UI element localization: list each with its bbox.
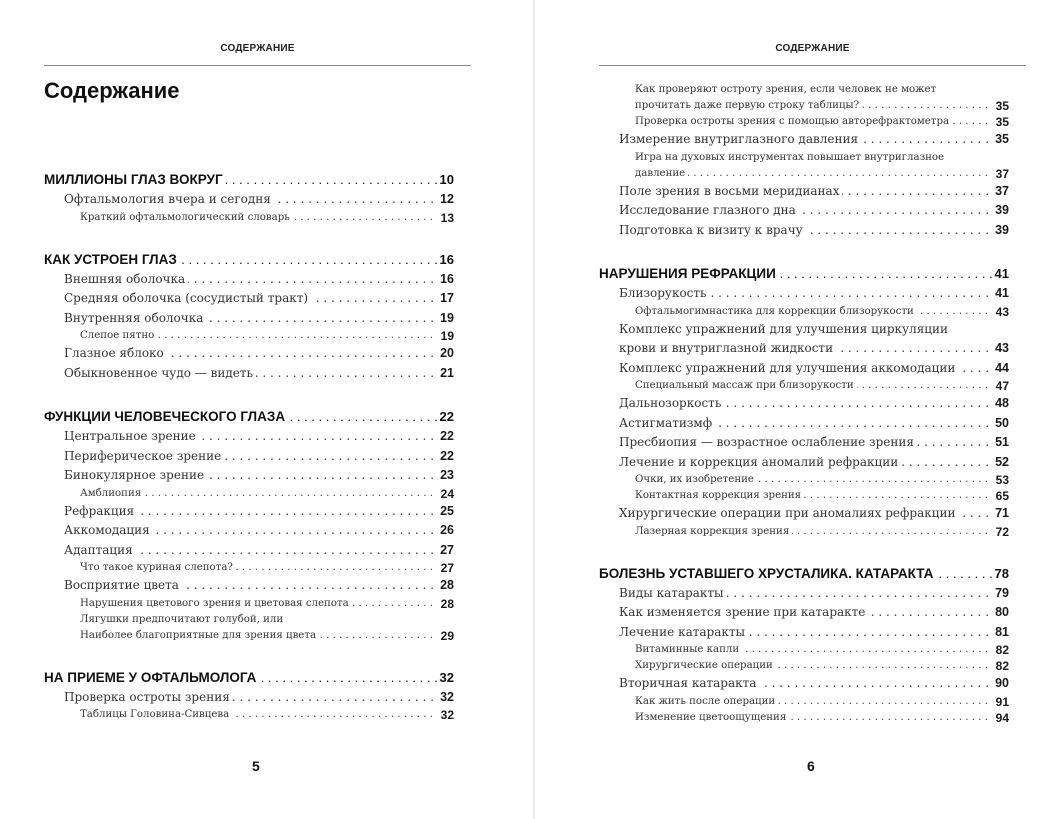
dot-leader: [64, 344, 438, 364]
toc-entry-label: МИЛЛИОНЫ ГЛАЗ ВОКРУГ: [44, 172, 226, 187]
dot-leader: [80, 560, 436, 576]
dot-leader: [64, 541, 438, 561]
dot-leader: [635, 694, 991, 710]
toc-page-number: 39: [993, 221, 1009, 241]
toc-entry[interactable]: [599, 674, 1009, 694]
toc-entry-label: НА ПРИЕМЕ У ОФТАЛЬМОЛОГА: [44, 670, 259, 685]
toc-entry[interactable]: [44, 344, 454, 364]
toc-entry-label: Лечение и коррекция аномалий рефракции: [619, 455, 901, 469]
toc-page-number: 79: [993, 584, 1009, 604]
dot-leader: [635, 524, 991, 540]
toc-entry[interactable]: [44, 270, 454, 290]
dot-leader: [619, 182, 993, 202]
section-spacer: [599, 540, 1009, 564]
dot-leader: [64, 289, 438, 309]
toc-entry-label: Глазное яблоко: [64, 346, 167, 360]
dot-leader: [64, 521, 438, 541]
toc-entry[interactable]: [599, 320, 1009, 359]
toc-page-number: 22: [438, 427, 454, 447]
toc-entry[interactable]: [599, 414, 1009, 434]
page-number: 5: [252, 758, 260, 774]
toc-entry-label: Лазерная коррекция зрения: [635, 526, 792, 537]
toc-entry-label: Аккомодация: [64, 523, 153, 537]
toc-page-number: 10: [438, 170, 454, 190]
toc-entry-label: Слепое пятно: [80, 330, 157, 341]
toc-subentry[interactable]: [599, 488, 1009, 504]
dot-leader: [619, 623, 993, 643]
toc-page-number: 29: [436, 628, 454, 644]
header-rule: [44, 65, 471, 66]
section-spacer: [44, 383, 454, 407]
toc-page-number: 43: [991, 304, 1009, 320]
toc-entry-label: прочитать даже первую строку таблицы?: [635, 100, 862, 111]
toc-page-number: 32: [436, 707, 454, 723]
dot-leader: [619, 394, 993, 414]
dot-leader: [64, 502, 438, 522]
toc-page-number: 71: [993, 504, 1009, 524]
dot-leader: [64, 576, 438, 596]
dot-leader: [80, 628, 436, 644]
dot-leader: [64, 190, 438, 210]
dot-leader: [619, 284, 993, 304]
toc-entry[interactable]: [599, 504, 1009, 524]
toc-entry-label: Хирургические операции при аномалиях рефракции: [619, 506, 958, 520]
toc-page-number: 19: [438, 309, 454, 329]
dot-leader: [635, 98, 991, 114]
dot-leader: [619, 414, 993, 434]
toc-page-number: 25: [438, 502, 454, 522]
toc-chapter[interactable]: [44, 407, 454, 427]
toc-entry[interactable]: [599, 623, 1009, 643]
dot-leader: [619, 433, 993, 453]
dot-leader: [64, 447, 438, 467]
toc-page-number: 65: [991, 488, 1009, 504]
toc-subentry[interactable]: [599, 378, 1009, 394]
toc-entry[interactable]: [44, 521, 454, 541]
dot-leader: [619, 453, 993, 473]
toc-entry[interactable]: [44, 364, 454, 384]
dot-leader: [80, 210, 436, 226]
toc-subentry[interactable]: [599, 524, 1009, 540]
toc-page-number: 32: [438, 688, 454, 708]
toc-subentry[interactable]: [44, 612, 454, 644]
toc-page-number: 19: [436, 328, 454, 344]
dot-leader: [619, 201, 993, 221]
toc-entry-label: Витаминные капли: [635, 644, 742, 655]
toc-subentry[interactable]: [44, 560, 454, 576]
toc-entry-label: Подготовка к визиту к врачу: [619, 223, 806, 237]
toc-page-number: 80: [993, 603, 1009, 623]
toc-entry[interactable]: [599, 584, 1009, 604]
toc-page-number: 21: [438, 364, 454, 384]
toc-entry[interactable]: [599, 130, 1009, 150]
toc-entry-label: Комплекс упражнений для улучшения аккомодации: [619, 361, 958, 375]
toc-entry-label: Хирургические операции: [635, 660, 776, 671]
dot-leader: [44, 407, 438, 427]
toc-entry[interactable]: [44, 289, 454, 309]
dot-leader: [44, 170, 438, 190]
toc-page-number: 16: [438, 270, 454, 290]
dot-leader: [635, 472, 991, 488]
toc-entry[interactable]: [44, 502, 454, 522]
toc-page-number: 13: [436, 210, 454, 226]
toc-entry-label: Офтальмология вчера и сегодня: [64, 192, 274, 206]
right-page: [534, 0, 1064, 819]
toc-page-number: 82: [991, 642, 1009, 658]
toc-entry-label: Астигматизмф: [619, 416, 715, 430]
toc-entry-label: Наиболее благоприятные для зрения цвета: [80, 630, 319, 641]
header-rule: [599, 65, 1026, 66]
toc-entry-label: Виды катаракты: [619, 586, 727, 600]
dot-leader: [80, 707, 436, 723]
section-spacer: [44, 644, 454, 668]
toc-entry[interactable]: [44, 190, 454, 210]
toc-entry[interactable]: [599, 394, 1009, 414]
dot-leader: [64, 270, 438, 290]
toc-entry-label: Измерение внутриглазного давления: [619, 132, 861, 146]
toc-page-number: 27: [438, 541, 454, 561]
toc-subentry[interactable]: [599, 642, 1009, 658]
toc-entry-label: Близорукость: [619, 286, 710, 300]
toc-subentry[interactable]: [44, 486, 454, 502]
toc-entry-label: Дальнозоркость: [619, 396, 724, 410]
toc-entry-label: Центральное зрение: [64, 429, 199, 443]
dot-leader: [635, 166, 991, 182]
toc-entry-label: Нарушения цветового зрения и цветовая слепота: [80, 598, 352, 609]
toc-entry-label: крови и внутриглазной жидкости: [619, 341, 836, 355]
dot-leader: [44, 668, 438, 688]
dot-leader: [635, 488, 991, 504]
toc-page-number: 82: [991, 658, 1009, 674]
toc-entry-label: Обыкновенное чудо — видеть: [64, 366, 256, 380]
toc-entry[interactable]: [599, 284, 1009, 304]
toc-page-number: 43: [993, 339, 1009, 359]
toc-entry-label: БОЛЕЗНЬ УСТАВШЕГО ХРУСТАЛИКА. КАТАРАКТА: [599, 566, 936, 581]
dot-leader: [619, 504, 993, 524]
toc-page-number: 91: [991, 694, 1009, 710]
toc-entry-label: Внутренняя оболочка: [64, 311, 206, 325]
toc-entry-label: Амблиопия: [80, 488, 144, 499]
toc-entry-label: Контактная коррекция зрения: [635, 490, 804, 501]
toc-page-number: 28: [436, 596, 454, 612]
toc-entry-label: Изменение цветоощущения: [635, 712, 789, 723]
toc-subentry[interactable]: [599, 304, 1009, 320]
toc-chapter[interactable]: [599, 564, 1009, 584]
toc-entry-label: Проверка остроты зрения с помощью авторефрактометра: [635, 116, 952, 127]
dot-leader: [619, 221, 993, 241]
toc-entry-label: Что такое куриная слепота?: [80, 562, 236, 573]
toc-entry-label: ФУНКЦИИ ЧЕЛОВЕЧЕСКОГО ГЛАЗА: [44, 409, 288, 424]
toc-page-number: 41: [993, 284, 1009, 304]
toc-entry[interactable]: [44, 427, 454, 447]
toc-subentry[interactable]: [599, 82, 1009, 114]
toc-page-number: 22: [438, 447, 454, 467]
toc-page-number: 78: [993, 564, 1009, 584]
toc-page-number: 37: [991, 166, 1009, 182]
toc-entry-label: Рефракция: [64, 504, 137, 518]
toc-entry-label: Поле зрения в восьми меридианах: [619, 184, 842, 198]
dot-leader: [80, 328, 436, 344]
toc-entry-label: Таблицы Головина-Сивцева: [80, 709, 232, 720]
toc-page-number: 94: [991, 710, 1009, 726]
toc-chapter[interactable]: [599, 264, 1009, 284]
toc-page-number: 26: [438, 521, 454, 541]
toc-entry-label: Пресбиопия — возрастное ослабление зрения: [619, 435, 917, 449]
toc-entry[interactable]: [44, 576, 454, 596]
running-head: СОДЕРЖАНИЕ: [775, 43, 850, 54]
toc-entry[interactable]: [599, 603, 1009, 623]
dot-leader: [619, 359, 993, 379]
dot-leader: [619, 584, 993, 604]
toc-entry[interactable]: [599, 433, 1009, 453]
toc-subentry[interactable]: [599, 710, 1009, 726]
page-number: 6: [807, 758, 815, 774]
section-spacer: [599, 240, 1009, 264]
toc-entry[interactable]: [44, 541, 454, 561]
toc-entry-label: Бинокулярное зрение: [64, 468, 207, 482]
dot-leader: [64, 688, 438, 708]
toc-entry-label: Как изменяется зрение при катаракте: [619, 605, 868, 619]
toc-page-number: 52: [993, 453, 1009, 473]
toc-page-number: 50: [993, 414, 1009, 434]
toc-page-number: 16: [438, 250, 454, 270]
toc-subentry[interactable]: [44, 596, 454, 612]
toc-page-number: 51: [993, 433, 1009, 453]
dot-leader: [599, 264, 993, 284]
toc-page-number: 72: [991, 524, 1009, 540]
dot-leader: [635, 304, 991, 320]
table-of-contents-left: [44, 170, 454, 723]
toc-page-number: 22: [438, 407, 454, 427]
toc-entry-label: Средняя оболочка (сосудистый тракт): [64, 291, 311, 305]
toc-page-number: 20: [438, 344, 454, 364]
toc-page-number: 32: [438, 668, 454, 688]
toc-entry-label: Проверка остроты зрения: [64, 690, 233, 704]
toc-entry-label: Лечение катаракты: [619, 625, 748, 639]
dot-leader: [64, 364, 438, 384]
dot-leader: [635, 642, 991, 658]
dot-leader: [64, 427, 438, 447]
toc-page-number: 90: [993, 674, 1009, 694]
toc-page-number: 53: [991, 472, 1009, 488]
toc-subentry[interactable]: [599, 658, 1009, 674]
toc-entry-label-line1: Лягушки предпочитают голубой, или: [80, 613, 284, 625]
table-of-contents-right: [599, 82, 1009, 726]
toc-page-number: 35: [993, 130, 1009, 150]
toc-page-number: 39: [993, 201, 1009, 221]
toc-entry[interactable]: [44, 688, 454, 708]
toc-entry-label: КАК УСТРОЕН ГЛАЗ: [44, 252, 180, 267]
toc-entry[interactable]: [599, 182, 1009, 202]
toc-page-number: 24: [436, 486, 454, 502]
dot-leader: [619, 603, 993, 623]
dot-leader: [64, 466, 438, 486]
dot-leader: [599, 564, 993, 584]
toc-page-number: 81: [993, 623, 1009, 643]
toc-chapter[interactable]: [44, 668, 454, 688]
toc-entry[interactable]: [44, 466, 454, 486]
toc-entry-label: Офтальмогимнастика для коррекции близорукости: [635, 306, 917, 317]
toc-entry-label-line1: Как проверяют остроту зрения, если человек не может: [635, 84, 937, 95]
toc-page-number: 44: [993, 359, 1009, 379]
dot-leader: [635, 378, 991, 394]
toc-entry[interactable]: [599, 359, 1009, 379]
toc-page-number: 27: [436, 560, 454, 576]
toc-page-number: 48: [993, 394, 1009, 414]
dot-leader: [80, 486, 436, 502]
toc-page-number: 23: [438, 466, 454, 486]
toc-subentry[interactable]: [599, 472, 1009, 488]
toc-entry[interactable]: [599, 453, 1009, 473]
dot-leader: [44, 250, 438, 270]
dot-leader: [80, 596, 436, 612]
toc-page-number: 35: [991, 98, 1009, 114]
toc-entry-label: давление: [635, 168, 688, 179]
toc-entry-label: Периферическое зрение: [64, 449, 224, 463]
toc-entry-label: Очки, их изобретение: [635, 474, 757, 485]
toc-entry-label: Краткий офтальмологический словарь: [80, 212, 293, 223]
toc-entry[interactable]: [44, 309, 454, 329]
toc-entry[interactable]: [599, 201, 1009, 221]
toc-page-number: 47: [991, 378, 1009, 394]
toc-entry-label: Исследование глазного дна: [619, 203, 799, 217]
toc-subentry[interactable]: [599, 114, 1009, 130]
toc-page-number: 41: [993, 264, 1009, 284]
dot-leader: [635, 710, 991, 726]
toc-entry-label: Специальный массаж при близорукости: [635, 380, 857, 391]
toc-subentry[interactable]: [44, 210, 454, 226]
toc-entry-label: Вторичная катаракта: [619, 676, 759, 690]
toc-subentry[interactable]: [599, 694, 1009, 710]
toc-page-number: 35: [991, 114, 1009, 130]
running-head: СОДЕРЖАНИЕ: [220, 43, 295, 54]
toc-chapter[interactable]: [44, 250, 454, 270]
toc-entry-label: Как жить после операции: [635, 696, 778, 707]
toc-entry-label-line1: Игра на духовых инструментах повышает внутриглазное: [635, 151, 945, 163]
toc-entry-label: НАРУШЕНИЯ РЕФРАКЦИИ: [599, 266, 779, 281]
toc-page-number: 12: [438, 190, 454, 210]
dot-leader: [635, 114, 991, 130]
toc-entry-label: Внешняя оболочка: [64, 272, 188, 286]
toc-entry-label-line1: Комплекс упражнений для улучшения циркуляции: [619, 321, 949, 336]
toc-page-number: 28: [438, 576, 454, 596]
toc-chapter[interactable]: [44, 170, 454, 190]
dot-leader: [619, 339, 993, 359]
toc-entry[interactable]: [44, 447, 454, 467]
toc-page-number: 37: [993, 182, 1009, 202]
toc-entry[interactable]: [599, 221, 1009, 241]
toc-entry-label: Адаптация: [64, 543, 136, 557]
toc-entry-label: Восприятие цвета: [64, 578, 182, 592]
dot-leader: [64, 309, 438, 329]
dot-leader: [635, 658, 991, 674]
toc-subentry[interactable]: [44, 707, 454, 723]
dot-leader: [619, 674, 993, 694]
section-spacer: [44, 226, 454, 250]
toc-subentry[interactable]: [44, 328, 454, 344]
dot-leader: [619, 130, 993, 150]
toc-subentry[interactable]: [599, 150, 1009, 182]
toc-page-number: 17: [438, 289, 454, 309]
page-title: Содержание: [44, 78, 180, 103]
